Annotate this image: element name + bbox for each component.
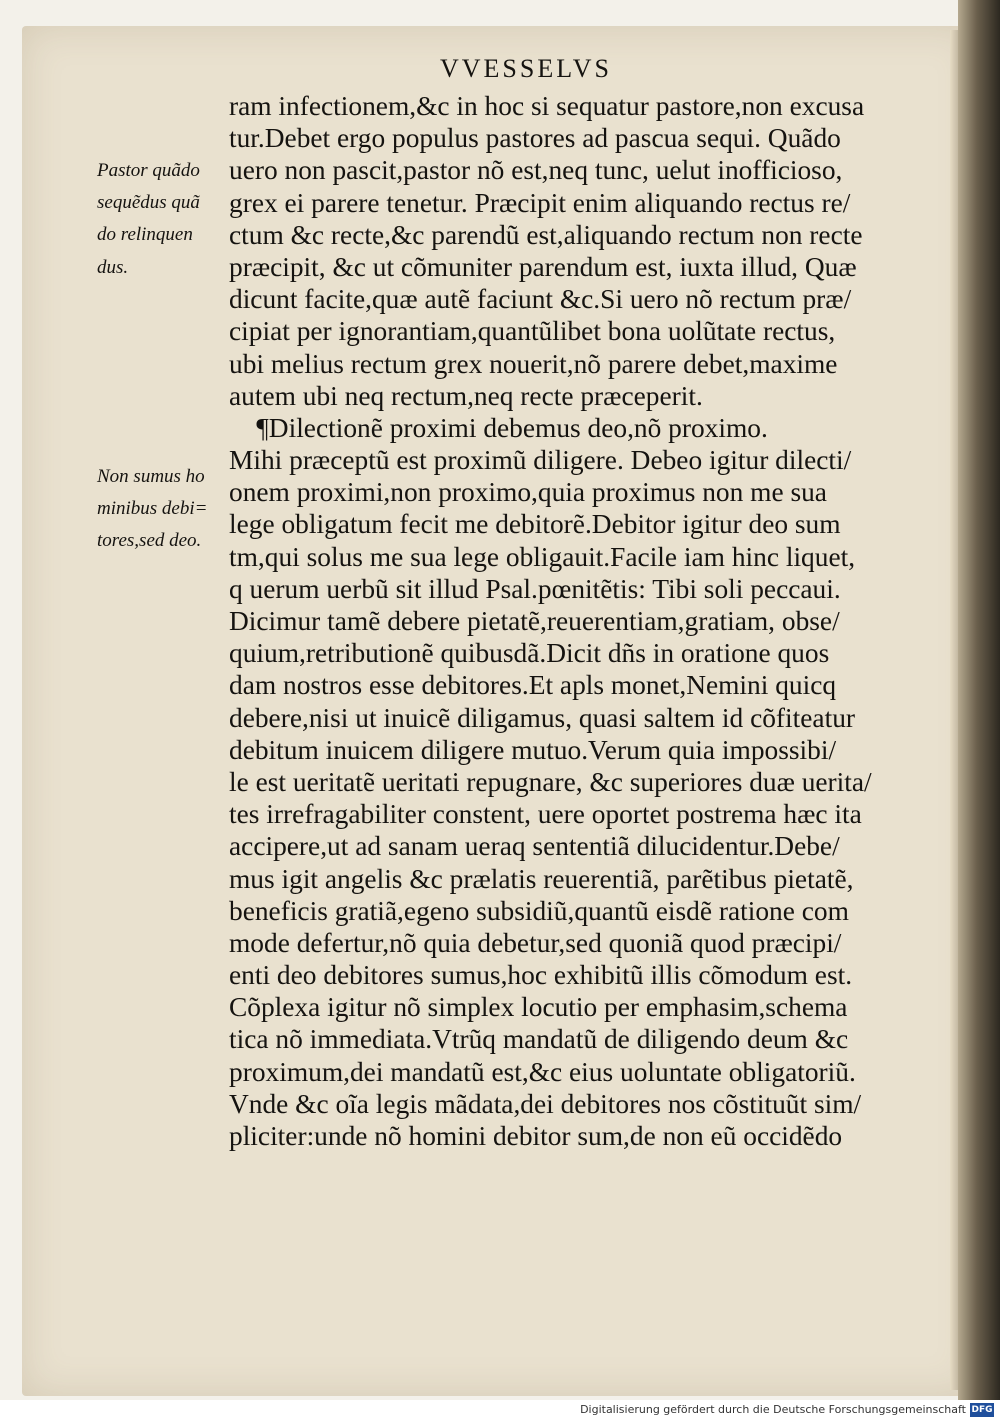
text-line: le est ueritatẽ ueritati repugnare, &c superiores duæ uerita/ bbox=[229, 766, 872, 797]
text-line: tes irrefragabiliter constent, uere oportet postrema hæc ita bbox=[229, 799, 862, 830]
dfg-logo: DFG bbox=[971, 1405, 993, 1415]
text-line: q uerum uerbũ sit illud Psal.pœnitẽtis: Tibi soli peccaui. bbox=[229, 573, 841, 604]
text-line: debere,nisi ut inuicẽ diligamus, quasi saltem id cõfiteatur bbox=[229, 702, 856, 733]
margin-note-line: dus. bbox=[97, 256, 129, 278]
text-line: mus igit angelis &c prælatis reuerentiã, parẽtibus pietatẽ, bbox=[229, 863, 854, 894]
text-line: onem proximi,non proximo,quia proximus non me sua bbox=[229, 477, 827, 508]
text-line: ¶Dilectionẽ proximi debemus deo,nõ proximo. bbox=[229, 412, 768, 443]
text-line: dicunt facite,quæ autẽ faciunt &c.Si uero nõ rectum præ/ bbox=[229, 284, 852, 315]
text-line: tur.Debet ergo populus pastores ad pascua sequi. Quãdo bbox=[229, 123, 841, 154]
text-line: mode defertur,nõ quia debetur,sed quoniã quod præcipi/ bbox=[229, 927, 842, 958]
body-text bbox=[229, 90, 929, 1152]
footer-bar bbox=[0, 1400, 1000, 1421]
text-line: accipere,ut ad sanam ueraq sententiã dilucidentur.Debe/ bbox=[229, 831, 840, 862]
margin-note-line: tores,sed deo. bbox=[97, 530, 202, 552]
text-line: Mihi præceptũ est proximũ diligere. Debeo igitur dilecti/ bbox=[229, 445, 852, 476]
text-line: pliciter:unde nõ homini debitor sum,de non eũ occidẽdo bbox=[229, 1121, 843, 1151]
text-line: uero non pascit,pastor nõ est,neq tunc, uelut inofficioso, bbox=[229, 155, 843, 186]
text-line: ram infectionem,&c in hoc si sequatur pastore,non excusa bbox=[229, 91, 865, 121]
margin-note-line: minibus debi= bbox=[97, 498, 208, 520]
text-line: beneficis gratiã,egeno subsidiũ,quantũ eisdẽ ratione com bbox=[229, 895, 849, 926]
text-line: Vnde &c oĩa legis mãdata,dei debitores nos cõstituũt sim/ bbox=[229, 1088, 862, 1119]
running-head: VVESSELVS bbox=[440, 54, 612, 83]
text-line: cipiat per ignorantiam,quantũlibet bona uolũtate rectus, bbox=[229, 316, 836, 347]
footer-credit: Digitalisierung gefördert durch die Deutsche Forschungsgemeinschaft bbox=[580, 1403, 966, 1416]
text-line: ctum &c recte,&c parendũ est,aliquando rectum non recte bbox=[229, 219, 863, 250]
text-line: Cõplexa igitur nõ simplex locutio per emphasim,schema bbox=[229, 992, 848, 1023]
text-line: lege obligatum fecit me debitorẽ.Debitor igitur deo sum bbox=[229, 509, 841, 540]
text-line: grex ei parere tenetur. Præcipit enim aliquando rectus re/ bbox=[229, 187, 851, 218]
margin-note-line: Non sumus ho bbox=[97, 466, 205, 487]
margin-note-line: Pastor quãdo bbox=[97, 160, 200, 181]
book-spine bbox=[958, 0, 1000, 1400]
text-line: ubi melius rectum grex nouerit,nõ parere debet,maxime bbox=[229, 348, 838, 379]
text-line: autem ubi neq rectum,neq recte præceperit. bbox=[229, 380, 703, 411]
text-line: debitum inuicem diligere mutuo.Verum quia impossibi/ bbox=[229, 734, 837, 765]
text-line: quium,retributionẽ quibusdã.Dicit dñs in oratione quos bbox=[229, 638, 830, 669]
text-line: tm,qui solus me sua lege obligauit.Facile iam hinc liquet, bbox=[229, 541, 856, 572]
text-line: præcipit, &c ut cõmuniter parendum est, iuxta illud, Quæ bbox=[229, 251, 857, 282]
margin-note-debitores bbox=[97, 461, 242, 558]
text-line: Dicimur tamẽ debere pietatẽ,reuerentiam,gratiam, obse/ bbox=[229, 606, 840, 636]
margin-note-line: sequẽdus quã bbox=[97, 192, 200, 214]
text-line: proximum,dei mandatũ est,&c eius uoluntate obligatoriũ. bbox=[229, 1056, 856, 1087]
margin-note-pastor bbox=[97, 155, 242, 284]
text-line: enti deo debitores sumus,hoc exhibitũ illis cõmodum est. bbox=[229, 960, 853, 991]
text-line: tica nõ immediata.Vtrũq mandatũ de diligendo deum &c bbox=[229, 1024, 849, 1055]
margin-note-line: do relinquen bbox=[97, 224, 193, 246]
text-line: dam nostros esse debitores.Et apls monet,Nemini quicq bbox=[229, 670, 837, 701]
